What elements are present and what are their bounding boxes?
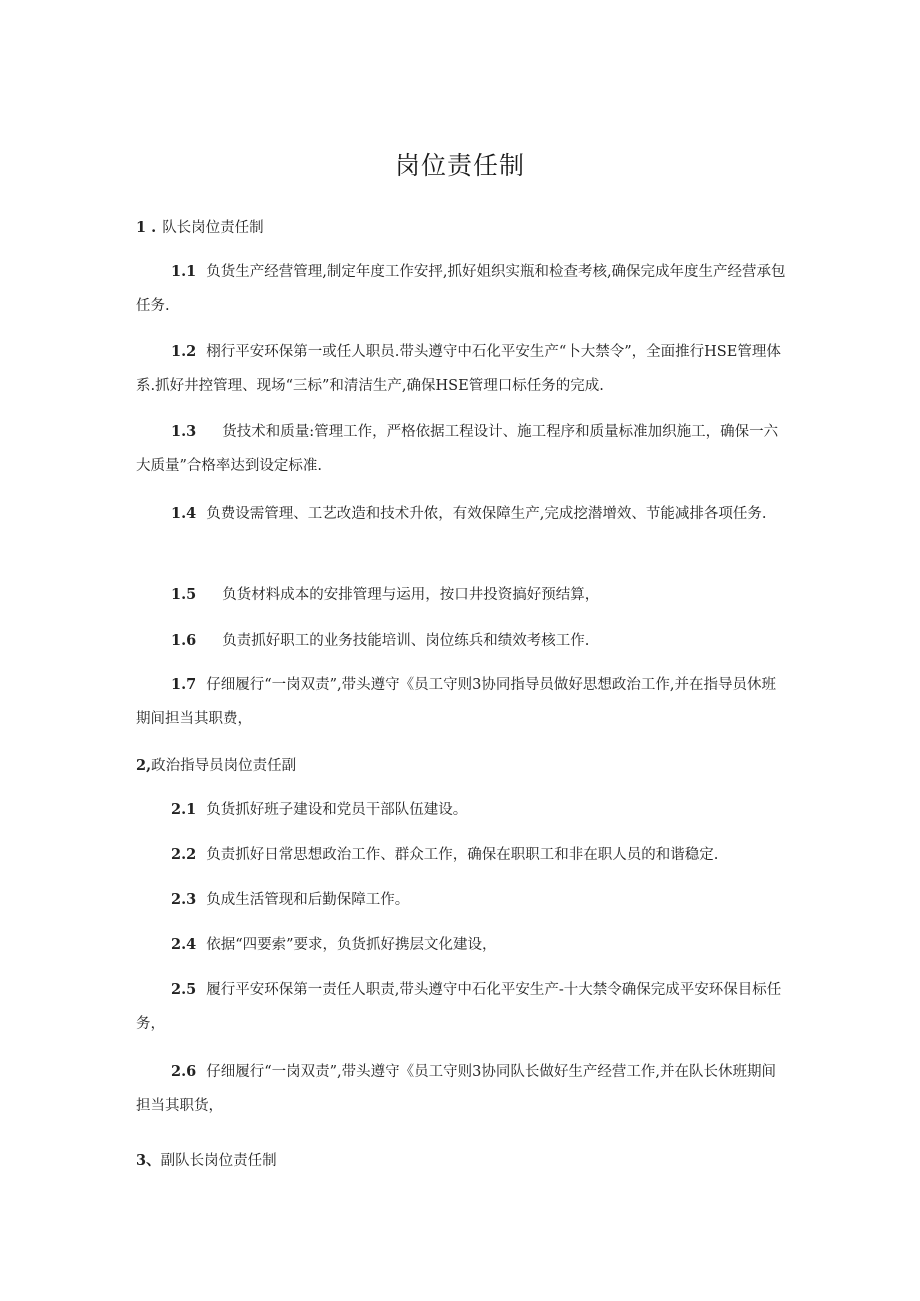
clause-text: 负货生产经营管理,制定年度工作安抨,抓好姐织实瓶和检查考核,确保完成年度生产经营承包任务. <box>136 264 786 314</box>
section-number: 2, <box>136 757 152 774</box>
clause-paragraph <box>136 415 786 483</box>
clause-number: 2.4 <box>171 936 197 953</box>
clause-number: 1.2 <box>171 343 197 360</box>
section-heading <box>136 218 264 238</box>
clause-text: 负货抓好班子建设和党员干部队伍建设。 <box>206 802 468 818</box>
section-title: 队长岗位责任制 <box>162 220 264 236</box>
clause-paragraph <box>136 1055 786 1123</box>
clause-number: 1.6 <box>171 632 197 649</box>
clause-number: 1.4 <box>171 505 197 522</box>
clause-paragraph <box>136 928 786 962</box>
section-heading <box>136 1151 277 1171</box>
clause-text: 负货材料成本的安排管理与运用，按口井投资搞好预结算， <box>222 587 600 603</box>
clause-paragraph <box>136 624 786 658</box>
clause-text: 依据“四要索”要求，负货抓好携层文化建设， <box>206 937 497 953</box>
clause-number: 1.5 <box>171 586 197 603</box>
section-number: 1 . <box>136 219 157 236</box>
clause-text: 负费设需管理、工艺改造和技术升侬，有效保障生产,完成挖潜增效、节能减排各项任务. <box>206 506 767 522</box>
clause-text: 仔细履行“一岗双责”,带头遵守《员工守则3协同指导员做好思想政治工作,并在指导员休班期间担当其职费， <box>136 677 777 727</box>
section-number: 3、 <box>136 1152 161 1169</box>
clause-text: 仔细履行“一岗双责”,带头遵守《员工守则3协同队长做好生产经营工作,并在队长休班期间担当其职货， <box>136 1064 777 1114</box>
clause-paragraph <box>136 668 786 736</box>
section-title: 政治指导员岗位责任副 <box>151 758 297 774</box>
clause-paragraph <box>136 255 786 323</box>
clause-number: 1.3 <box>171 423 197 440</box>
clause-paragraph <box>136 838 786 872</box>
clause-paragraph <box>136 578 786 612</box>
clause-text: 货技术和质量:管理工作，严格依据工程设计、施工程序和质量标准加织施工，确保一六大质量”合格率达到设定标准. <box>136 424 779 474</box>
clause-number: 2.6 <box>171 1063 197 1080</box>
clause-text: 负责抓好日常思想政治工作、群众工作，确保在职职工和非在职人员的和谐稳定. <box>206 847 719 863</box>
clause-number: 2.5 <box>171 981 197 998</box>
clause-paragraph <box>136 497 786 531</box>
clause-text: 负责抓好职工的业务技能培训、岗位练兵和绩效考核工作. <box>222 633 590 649</box>
clause-number: 2.3 <box>171 891 197 908</box>
clause-number: 1.7 <box>171 676 197 693</box>
section-heading <box>136 756 296 776</box>
clause-text: 履行平安环保第一责任人职责,带头遵守中石化平安生产-十大禁令确保完成平安环保目标任务， <box>136 982 782 1032</box>
clause-paragraph <box>136 973 786 1041</box>
clause-paragraph <box>136 793 786 827</box>
clause-text: 负成生活管现和后勤保障工作。 <box>206 892 410 908</box>
clause-number: 2.1 <box>171 801 197 818</box>
clause-number: 1.1 <box>171 263 197 280</box>
clause-text: 栩行平安环保第一或任人职员.带头遵守中石化平安生产“卜大禁令”，全面推行HSE管理体系.抓好井控管理、现场“三标”和清洁生产,确保HSE管理口标任务的完成. <box>136 344 781 394</box>
section-title: 副队长岗位责任制 <box>160 1153 277 1169</box>
clause-paragraph <box>136 883 786 917</box>
clause-paragraph <box>136 335 786 403</box>
document-title: 岗位责任制 <box>394 151 525 180</box>
clause-number: 2.2 <box>171 846 197 863</box>
